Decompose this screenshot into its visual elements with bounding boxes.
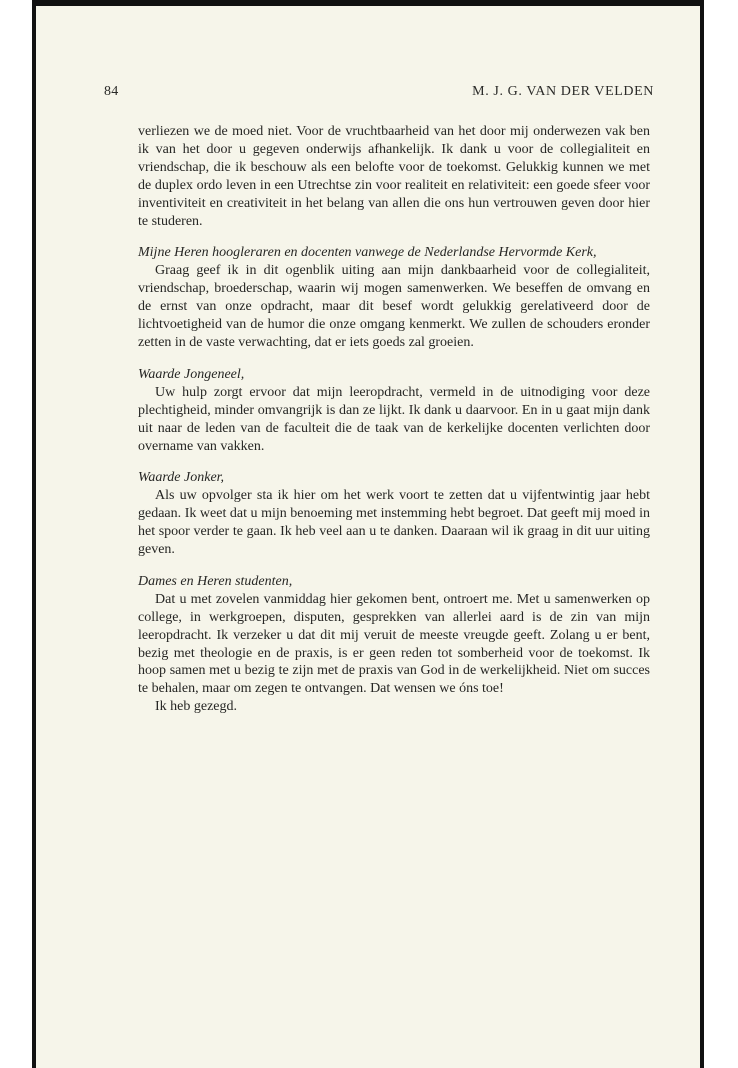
salutation-professors: Mijne Heren hoogleraren en docenten vanwege de Nederlandse Hervormde Kerk, <box>138 245 597 261</box>
running-head <box>104 84 654 104</box>
salutation-students: Dames en Heren studenten, <box>138 573 293 589</box>
body-text <box>138 123 650 716</box>
running-head-author: M. J. G. VAN DER VELDEN <box>472 84 654 99</box>
paragraph-professors: Graag geef ik in dit ogenblik uiting aan mijn dankbaarheid voor de collegialiteit, vriendschap, broederschap, waarin wij mogen samenwerken. We beseffen de omvang en de ernst van onze opdracht, maar dit besef wordt gelukkig gerelativeerd door de lichtvoetigheid van de humor die onze omgang kenmerkt. We zullen de schouders eronder zetten in de vaste verwachting, dat er iets goeds zal groeien. <box>138 263 650 350</box>
salutation-jonker: Waarde Jonker, <box>138 470 225 486</box>
paragraph-continuation: verliezen we de moed niet. Voor de vruchtbaarheid van het door mij onderwezen vak ben ik van het door u gegeven onderwijs afhankelijk. Ik dank u voor de collegialiteit en vriendschap, die ik beschouw als een belofte voor de toekomst. Gelukkig kunnen we met de duplex ordo leven in een Utrechtse zin voor realiteit en relativiteit: een goede sfeer voor inventiviteit en creativiteit in het belang van allen die ons hun vertrouwen geven door hier te studeren. <box>138 124 650 229</box>
paragraph-jonker: Als uw opvolger sta ik hier om het werk voort te zetten dat u vijfentwintig jaar hebt gedaan. Ik weet dat u mijn benoeming met instemming hebt begroet. Dat geeft mij moed in het spoor verder te gaan. Ik heb veel aan u te danken. Daaraan wil ik graag in dit uur uiting geven. <box>138 488 650 558</box>
paragraph-students: Dat u met zovelen vanmiddag hier gekomen bent, ontroert me. Met u samenwerken op college, in werkgroepen, disputen, gesprekken van allerlei aard is de zin van mijn leeropdracht. Ik verzeker u dat dit mij veruit de meeste vreugde geeft. Zolang u er bent, bezig met theologie en de praxis, is er geen reden tot somberheid voor de toekomst. Ik hoop samen met u bezig te zijn met de praxis van God in de werkelijkheid. Niet om succes te behalen, maar om zegen te ontvangen. Dat wensen we óns toe! <box>138 591 650 697</box>
scan-edge-right <box>700 0 704 1068</box>
salutation-jongeneel: Waarde Jongeneel, <box>138 366 245 382</box>
closing-line: Ik heb gezegd. <box>155 699 238 715</box>
page-number: 84 <box>104 84 119 99</box>
paragraph-jongeneel: Uw hulp zorgt ervoor dat mijn leeropdracht, vermeld in de uitnodiging voor deze plechtigheid, minder omvangrijk is dan ze lijkt. Ik dank u daarvoor. En in u gaat mijn dank uit naar de leden van de faculteit die de taak van de kerkelijke docenten verlichten door overname van vakken. <box>138 384 650 454</box>
